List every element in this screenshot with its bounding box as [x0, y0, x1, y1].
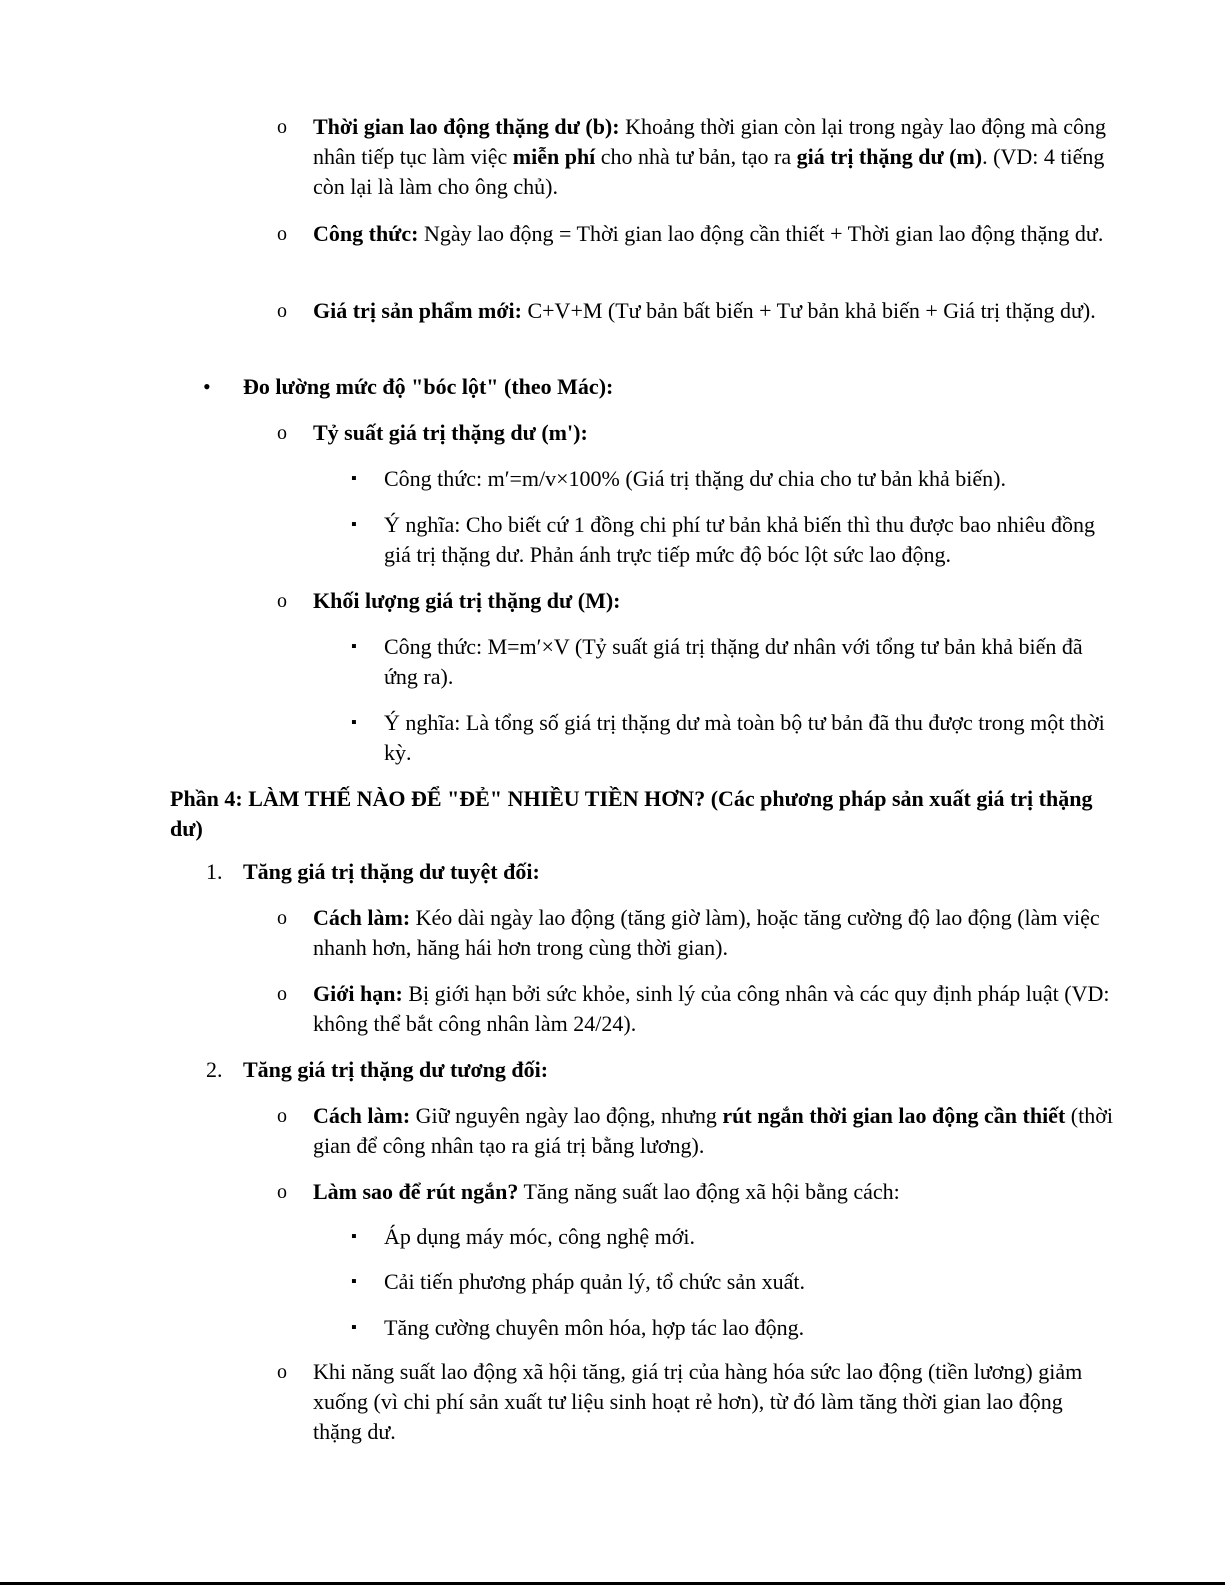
square-bullet-icon: ▪ — [351, 1319, 357, 1336]
list-item-relative-how: o Cách làm: Giữ nguyên ngày lao động, nhưng rút ngắn thời gian lao động cần thiết (thời gian để công nhân tạo ra giá trị bằng lương). — [277, 1103, 1113, 1158]
list-item-rate — [277, 418, 1113, 448]
square-bullet-icon: ▪ — [351, 638, 357, 655]
list-item-absolute-limit: o Giới hạn: Bị giới hạn bởi sức khỏe, sinh lý của công nhân và các quy định pháp luật (VD: không thể bắt công nhân làm 24/24). — [277, 981, 1110, 1036]
circle-bullet-icon: o — [277, 300, 287, 322]
circle-bullet-icon: o — [277, 907, 287, 929]
term-formula: Công thức: — [313, 221, 419, 246]
bullet-icon: • — [203, 374, 211, 399]
list-item-way-3: ▪ Tăng cường chuyên môn hóa, hợp tác lao động. — [384, 1313, 1114, 1343]
list-item-absolute — [206, 857, 1123, 887]
circle-bullet-icon: o — [277, 590, 287, 612]
circle-bullet-icon: o — [277, 1181, 287, 1203]
list-item-measure — [203, 372, 1123, 402]
term-new-value: Giá trị sản phẩm mới: — [313, 298, 522, 323]
circle-bullet-icon: o — [277, 1105, 287, 1127]
list-item-formula: o Công thức: Ngày lao động = Thời gian lao động cần thiết + Thời gian lao động thặng dư. — [313, 219, 1113, 249]
absolute-title: Tăng giá trị thặng dư tuyệt đối: — [243, 859, 540, 884]
list-item-surplus-time: o Thời gian lao động thặng dư (b): Khoảng thời gian còn lại trong ngày lao động mà công nhân tiếp tục làm việc miễn phí cho nhà tư bản, tạo ra giá trị thặng dư (m). (VD: 4 tiếng còn lại là làm cho ông chủ). — [277, 114, 1106, 199]
list-item-rate-meaning: ▪ Ý nghĩa: Cho biết cứ 1 đồng chi phí tư bản khả biến thì thu được bao nhiêu đồng giá trị thặng dư. Phản ánh trực tiếp mức độ bóc lột sức lao động. — [351, 512, 1095, 567]
list-item-absolute-how: o Cách làm: Kéo dài ngày lao động (tăng giờ làm), hoặc tăng cường độ lao động (làm việc nhanh hơn, hăng hái hơn trong cùng thời gian). — [277, 905, 1100, 960]
list-item-rate-formula: ▪ Công thức: m′=m/v×100% (Giá trị thặng dư chia cho tư bản khả biến). — [384, 464, 1114, 494]
list-item-mass-formula: ▪ Công thức: M=m′×V (Tỷ suất giá trị thặng dư nhân với tổng tư bản khả biến đã ứng ra). — [351, 634, 1083, 689]
square-bullet-icon: ▪ — [351, 1273, 357, 1290]
list-item-mass — [277, 586, 1113, 616]
list-item-way-2: ▪ Cải tiến phương pháp quản lý, tổ chức sản xuất. — [384, 1267, 1114, 1297]
circle-bullet-icon: o — [277, 422, 287, 444]
mass-title: Khối lượng giá trị thặng dư (M): — [313, 588, 621, 613]
list-number: 1. — [206, 859, 223, 884]
list-item-relative — [206, 1055, 1123, 1085]
circle-bullet-icon: o — [277, 116, 287, 138]
square-bullet-icon: ▪ — [351, 1228, 357, 1245]
rate-title: Tỷ suất giá trị thặng dư (m'): — [313, 420, 588, 445]
section-heading: Phần 4: LÀM THẾ NÀO ĐỂ "ĐẺ" NHIỀU TIỀN HƠN? (Các phương pháp sản xuất giá trị thặng dư) — [170, 786, 1093, 841]
list-item-relative-shorten: o Làm sao để rút ngắn? Tăng năng suất lao động xã hội bằng cách: — [313, 1177, 1113, 1207]
list-item-new-value: o Giá trị sản phẩm mới: C+V+M (Tư bản bất biến + Tư bản khả biến + Giá trị thặng dư). — [313, 296, 1113, 326]
square-bullet-icon: ▪ — [351, 516, 357, 533]
measure-title: Đo lường mức độ "bóc lột" (theo Mác): — [243, 374, 614, 399]
circle-bullet-icon: o — [277, 223, 287, 245]
relative-title: Tăng giá trị thặng dư tương đối: — [243, 1057, 549, 1082]
list-item-relative-result: o Khi năng suất lao động xã hội tăng, giá trị của hàng hóa sức lao động (tiền lương) giảm xuống (vì chi phí sản xuất tư liệu sinh hoạt rẻ hơn), từ đó làm tăng thời gian lao động thặng dư. — [277, 1359, 1083, 1444]
list-item-mass-meaning: ▪ Ý nghĩa: Là tổng số giá trị thặng dư mà toàn bộ tư bản đã thu được trong một thời kỳ. — [351, 710, 1105, 765]
list-item-way-1: ▪ Áp dụng máy móc, công nghệ mới. — [384, 1222, 1114, 1252]
circle-bullet-icon: o — [277, 1361, 287, 1383]
square-bullet-icon: ▪ — [351, 714, 357, 731]
circle-bullet-icon: o — [277, 983, 287, 1005]
term-surplus-time: Thời gian lao động thặng dư (b): — [313, 114, 620, 139]
square-bullet-icon: ▪ — [351, 470, 357, 487]
list-number: 2. — [206, 1057, 223, 1082]
